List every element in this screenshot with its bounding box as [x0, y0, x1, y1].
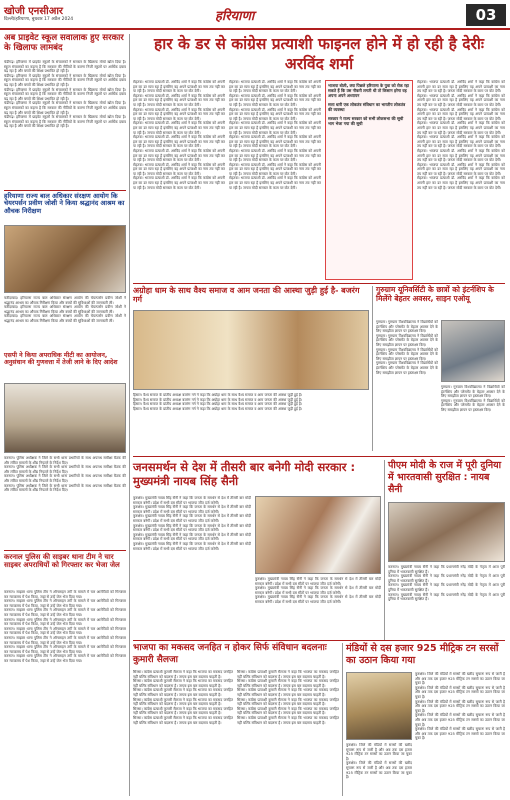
s2-headline: हरियाणा राज्य बाल अधिकार संरक्षण आयोग कि चेयरपर्सन प्रवीण जोशी ने किया श्रद्धानंद आश्रम का औचक निरीक्षण [4, 192, 125, 215]
s2-photo [4, 225, 126, 293]
lead-box-1: भाजपा बोली, क्या पिछले हरियाणा के युवा को रोक रहा सकते हैं कि उस नौकरी लगती थी तो किसान हरेगा वह अपना अपने अध्यापन [328, 83, 409, 98]
divider [133, 283, 505, 284]
s1-body: चंडीगढ़। हरियाणा में प्राइवेट स्कूलों के संचालकों ने सरकार के खिलाफ मोर्चा खोल दिया है। स्कूल संचालकों का कहना है कि सरकार की नीतियों के कारण निजी स्कूलों पर आर्थिक दबाव बढ़ रहा है और बच्चों की शिक्षा प्रभावित हो रही है। चंडीगढ़। हरियाणा में प्राइवेट स्कूलों के संचालकों ने सरकार के खिलाफ मोर्चा खोल दिया है। स्कूल संचालकों का कहना है कि सरकार की नीतियों के कारण निजी स्कूलों पर आर्थिक दबाव बढ़ रहा है और बच्चों की शिक्षा प्रभावित हो रही है। चंडीगढ़। हरियाणा में प्राइवेट स्कूलों के संचालकों ने सरकार के खिलाफ मोर्चा खोल दिया है। स्कूल संचालकों का कहना है कि सरकार की नीतियों के कारण निजी स्कूलों पर आर्थिक दबाव बढ़ रहा है और बच्चों की शिक्षा प्रभावित हो रही है। चंडीगढ़। हरियाणा में प्राइवेट स्कूलों के संचालकों ने सरकार के खिलाफ मोर्चा खोल दिया है। स्कूल संचालकों का कहना है कि सरकार की नीतियों के कारण निजी स्कूलों पर आर्थिक दबाव बढ़ रहा है और बच्चों की शिक्षा प्रभावित हो रही है। चंडीगढ़। हरियाणा में प्राइवेट स्कूलों के संचालकों ने सरकार के खिलाफ मोर्चा खोल दिया है। स्कूल संचालकों का कहना है कि सरकार की नीतियों के कारण निजी स्कूलों पर आर्थिक दबाव बढ़ रहा है और बच्चों की शिक्षा प्रभावित हो रही है। [4, 60, 126, 129]
s5-body: हिसार। वैश्य समाज के प्रांतीय अध्यक्ष बजरंग गर्ग ने कहा कि अग्रोहा धाम के साथ वैश्य समाज व आम जनता की आस्था जुड़ी हुई है। हिसार। वैश्य समाज के प्रांतीय अध्यक्ष बजरंग गर्ग ने कहा कि अग्रोहा धाम के साथ वैश्य समाज व आम जनता की आस्था जुड़ी हुई है। हिसार। वैश्य समाज के प्रांतीय अध्यक्ष बजरंग गर्ग ने कहा कि अग्रोहा धाम के साथ वैश्य समाज व आम जनता की आस्था जुड़ी हुई है। हिसार। वैश्य समाज के प्रांतीय अध्यक्ष बजरंग गर्ग ने कहा कि अग्रोहा धाम के साथ वैश्य समाज व आम जनता की आस्था जुड़ी हुई है। [133, 393, 303, 411]
lead-highlight-box [325, 80, 413, 280]
s9-body-col1: सिरसा। कांग्रेस प्रत्याशी कुमारी सैलजा ने कहा कि भाजपा का मकसद जनहित नहीं बल्कि संविधान को बदलना है। जनता इस बार बदलाव चाहती है। सिरसा। कांग्रेस प्रत्याशी कुमारी सैलजा ने कहा कि भाजपा का मकसद जनहित नहीं बल्कि संविधान को बदलना है। जनता इस बार बदलाव चाहती है। सिरसा। कांग्रेस प्रत्याशी कुमारी सैलजा ने कहा कि भाजपा का मकसद जनहित नहीं बल्कि संविधान को बदलना है। जनता इस बार बदलाव चाहती है। सिरसा। कांग्रेस प्रत्याशी कुमारी सैलजा ने कहा कि भाजपा का मकसद जनहित नहीं बल्कि संविधान को बदलना है। जनता इस बार बदलाव चाहती है। सिरसा। कांग्रेस प्रत्याशी कुमारी सैलजा ने कहा कि भाजपा का मकसद जनहित नहीं बल्कि संविधान को बदलना है। जनता इस बार बदलाव चाहती है। सिरसा। कांग्रेस प्रत्याशी कुमारी सैलजा ने कहा कि भाजपा का मकसद जनहित नहीं बल्कि संविधान को बदलना है। जनता इस बार बदलाव चाहती है। [133, 670, 233, 725]
lead-box-2: सत्ता धारी एक लोकतंत्र संविधान का भारतीय लोकतंत्र की व्यवस्था [328, 102, 406, 112]
s3-body: करनाल। पुलिस अधीक्षक ने जिले के सभी थाना प्रभारियों के साथ अपराध समीक्षा बैठक की और लंबित मामलों के शीघ्र निपटारे के निर्देश दिए। करनाल। पुलिस अधीक्षक ने जिले के सभी थाना प्रभारियों के साथ अपराध समीक्षा बैठक की और लंबित मामलों के शीघ्र निपटारे के निर्देश दिए। करनाल। पुलिस अधीक्षक ने जिले के सभी थाना प्रभारियों के साथ अपराध समीक्षा बैठक की और लंबित मामलों के शीघ्र निपटारे के निर्देश दिए। करनाल। पुलिस अधीक्षक ने जिले के सभी थाना प्रभारियों के साथ अपराध समीक्षा बैठक की और लंबित मामलों के शीघ्र निपटारे के निर्देश दिए। [4, 456, 126, 493]
s4-body: करनाल। साइबर थाना पुलिस टीम ने ऑनलाइन ठगी के मामले में चार आरोपियों को गिरफ्तार कर न्यायालय में पेश किया, जहां से उन्हें जेल भेज दिया गया। करनाल। साइबर थाना पुलिस टीम ने ऑनलाइन ठगी के मामले में चार आरोपियों को गिरफ्तार कर न्यायालय में पेश किया, जहां से उन्हें जेल भेज दिया गया। करनाल। साइबर थाना पुलिस टीम ने ऑनलाइन ठगी के मामले में चार आरोपियों को गिरफ्तार कर न्यायालय में पेश किया, जहां से उन्हें जेल भेज दिया गया। करनाल। साइबर थाना पुलिस टीम ने ऑनलाइन ठगी के मामले में चार आरोपियों को गिरफ्तार कर न्यायालय में पेश किया, जहां से उन्हें जेल भेज दिया गया। करनाल। साइबर थाना पुलिस टीम ने ऑनलाइन ठगी के मामले में चार आरोपियों को गिरफ्तार कर न्यायालय में पेश किया, जहां से उन्हें जेल भेज दिया गया। करनाल। साइबर थाना पुलिस टीम ने ऑनलाइन ठगी के मामले में चार आरोपियों को गिरफ्तार कर न्यायालय में पेश किया, जहां से उन्हें जेल भेज दिया गया। करनाल। साइबर थाना पुलिस टीम ने ऑनलाइन ठगी के मामले में चार आरोपियों को गिरफ्तार कर न्यायालय में पेश किया, जहां से उन्हें जेल भेज दिया गया। करनाल। साइबर थाना पुलिस टीम ने ऑनलाइन ठगी के मामले में चार आरोपियों को गिरफ्तार कर न्यायालय में पेश किया, जहां से उन्हें जेल भेज दिया गया। [4, 590, 126, 663]
s6-headline: गुरुग्राम यूनिवर्सिटी के छात्रों को इंटर्नशिप के मिलेंगे बेहतर अवसर, साइन एओयू [376, 285, 494, 303]
s6-body-2: गुरुग्राम। गुरुग्राम विश्वविद्यालय ने विद्यार्थियों को इंटर्नशिप और प्लेसमेंट के बेहतर अवसर देने के लिए समझौता ज्ञापन पर हस्ताक्षर किए। गुरुग्राम। गुरुग्राम विश्वविद्यालय ने विद्यार्थियों को इंटर्नशिप और प्लेसमेंट के बेहतर अवसर देने के लिए समझौता ज्ञापन पर हस्ताक्षर किए। [441, 385, 505, 412]
s2-body: फरीदाबाद। हरियाणा राज्य बाल अधिकार संरक्षण आयोग की चेयरपर्सन प्रवीण जोशी ने श्रद्धानंद आश्रम का औचक निरीक्षण किया और बच्चों की सुविधाओं की जानकारी ली। फरीदाबाद। हरियाणा राज्य बाल अधिकार संरक्षण आयोग की चेयरपर्सन प्रवीण जोशी ने श्रद्धानंद आश्रम का औचक निरीक्षण किया और बच्चों की सुविधाओं की जानकारी ली। फरीदाबाद। हरियाणा राज्य बाल अधिकार संरक्षण आयोग की चेयरपर्सन प्रवीण जोशी ने श्रद्धानंद आश्रम का औचक निरीक्षण किया और बच्चों की सुविधाओं की जानकारी ली। [4, 296, 126, 323]
s7-headline: जनसमर्थन से देश में तीसरी बार बनेगी मोदी सरकार : मुख्यमंत्री नायब सिंह सैनी [133, 460, 356, 488]
lead-headline: हार के डर से कांग्रेस प्रत्याशी फाइनल होने में हो रही है देरीः अरविंद शर्मा [154, 35, 484, 73]
column-divider [129, 34, 130, 796]
masthead [0, 0, 510, 30]
divider [4, 190, 126, 191]
lead-body-col4: रोहतक। भाजपा प्रत्याशी डॉ. अरविंद शर्मा ने कहा कि कांग्रेस को अपनी हार का डर सता रहा है इसलिए वह अपने प्रत्याशी का नाम तय नहीं कर पा रही है। जनता मोदी सरकार के काम पर वोट देगी। रोहतक। भाजपा प्रत्याशी डॉ. अरविंद शर्मा ने कहा कि कांग्रेस को अपनी हार का डर सता रहा है इसलिए वह अपने प्रत्याशी का नाम तय नहीं कर पा रही है। जनता मोदी सरकार के काम पर वोट देगी। रोहतक। भाजपा प्रत्याशी डॉ. अरविंद शर्मा ने कहा कि कांग्रेस को अपनी हार का डर सता रहा है इसलिए वह अपने प्रत्याशी का नाम तय नहीं कर पा रही है। जनता मोदी सरकार के काम पर वोट देगी। रोहतक। भाजपा प्रत्याशी डॉ. अरविंद शर्मा ने कहा कि कांग्रेस को अपनी हार का डर सता रहा है इसलिए वह अपने प्रत्याशी का नाम तय नहीं कर पा रही है। जनता मोदी सरकार के काम पर वोट देगी। रोहतक। भाजपा प्रत्याशी डॉ. अरविंद शर्मा ने कहा कि कांग्रेस को अपनी हार का डर सता रहा है इसलिए वह अपने प्रत्याशी का नाम तय नहीं कर पा रही है। जनता मोदी सरकार के काम पर वोट देगी। रोहतक। भाजपा प्रत्याशी डॉ. अरविंद शर्मा ने कहा कि कांग्रेस को अपनी हार का डर सता रहा है इसलिए वह अपने प्रत्याशी का नाम तय नहीं कर पा रही है। जनता मोदी सरकार के काम पर वोट देगी। रोहतक। भाजपा प्रत्याशी डॉ. अरविंद शर्मा ने कहा कि कांग्रेस को अपनी हार का डर सता रहा है इसलिए वह अपने प्रत्याशी का नाम तय नहीं कर पा रही है। जनता मोदी सरकार के काम पर वोट देगी। रोहतक। भाजपा प्रत्याशी डॉ. अरविंद शर्मा ने कहा कि कांग्रेस को अपनी हार का डर सता रहा है इसलिए वह अपने प्रत्याशी का नाम तय नहीं कर पा रही है। जनता मोदी सरकार के काम पर वोट देगी। [417, 80, 505, 190]
s7-photo [255, 496, 381, 574]
s8-body: करनाल। मुख्यमंत्री नायब सैनी ने कहा कि प्रधानमंत्री नरेंद्र मोदी के नेतृत्व में आज पूरी दुनिया में भारतवासी सुरक्षित हैं। करनाल। मुख्यमंत्री नायब सैनी ने कहा कि प्रधानमंत्री नरेंद्र मोदी के नेतृत्व में आज पूरी दुनिया में भारतवासी सुरक्षित हैं। करनाल। मुख्यमंत्री नायब सैनी ने कहा कि प्रधानमंत्री नरेंद्र मोदी के नेतृत्व में आज पूरी दुनिया में भारतवासी सुरक्षित हैं। करनाल। मुख्यमंत्री नायब सैनी ने कहा कि प्रधानमंत्री नरेंद्र मोदी के नेतृत्व में आज पूरी दुनिया में भारतवासी सुरक्षित हैं। [388, 565, 505, 602]
s9-headline: भाजपा का मकसद जनहित न होकर सिर्फ संविधान बदलनाः कुमारी सैलजा [133, 643, 327, 665]
s9-body-col2: सिरसा। कांग्रेस प्रत्याशी कुमारी सैलजा ने कहा कि भाजपा का मकसद जनहित नहीं बल्कि संविधान को बदलना है। जनता इस बार बदलाव चाहती है। सिरसा। कांग्रेस प्रत्याशी कुमारी सैलजा ने कहा कि भाजपा का मकसद जनहित नहीं बल्कि संविधान को बदलना है। जनता इस बार बदलाव चाहती है। सिरसा। कांग्रेस प्रत्याशी कुमारी सैलजा ने कहा कि भाजपा का मकसद जनहित नहीं बल्कि संविधान को बदलना है। जनता इस बार बदलाव चाहती है। सिरसा। कांग्रेस प्रत्याशी कुमारी सैलजा ने कहा कि भाजपा का मकसद जनहित नहीं बल्कि संविधान को बदलना है। जनता इस बार बदलाव चाहती है। सिरसा। कांग्रेस प्रत्याशी कुमारी सैलजा ने कहा कि भाजपा का मकसद जनहित नहीं बल्कि संविधान को बदलना है। जनता इस बार बदलाव चाहती है। सिरसा। कांग्रेस प्रत्याशी कुमारी सैलजा ने कहा कि भाजपा का मकसद जनहित नहीं बल्कि संविधान को बदलना है। जनता इस बार बदलाव चाहती है। [237, 670, 339, 725]
s10-body-2: कुरुक्षेत्र। जिले की मंडियों में सरसों की खरीद सुचारू रूप से जारी है और अब तक दस हजार 925 मीट्रिक टन सरसों का उठान किया जा चुका है। कुरुक्षेत्र। जिले की मंडियों में सरसों की खरीद सुचारू रूप से जारी है और अब तक दस हजार 925 मीट्रिक टन सरसों का उठान किया जा चुका है। कुरुक्षेत्र। जिले की मंडियों में सरसों की खरीद सुचारू रूप से जारी है और अब तक दस हजार 925 मीट्रिक टन सरसों का उठान किया जा चुका है। कुरुक्षेत्र। जिले की मंडियों में सरसों की खरीद सुचारू रूप से जारी है और अब तक दस हजार 925 मीट्रिक टन सरसों का उठान किया जा चुका है। कुरुक्षेत्र। जिले की मंडियों में सरसों की खरीद सुचारू रूप से जारी है और अब तक दस हजार 925 मीट्रिक टन सरसों का उठान किया जा चुका है। [415, 672, 505, 741]
s1-headline: अब प्राइवेट स्कूल सवालाक हुए सरकार के खिलाफ लामबंद [4, 33, 124, 53]
s3-photo [4, 383, 126, 453]
column-divider [342, 643, 343, 796]
divider [4, 550, 126, 551]
s6-photo [441, 320, 505, 382]
s3-headline: एसपी ने किया अपराधिक मीटी का आयोजन, अनुसंधान की गुणवत्ता में तेजी लाने के दिए आदेश [4, 352, 118, 367]
s8-photo [388, 502, 505, 562]
s6-body: गुरुग्राम। गुरुग्राम विश्वविद्यालय ने विद्यार्थियों को इंटर्नशिप और प्लेसमेंट के बेहतर अवसर देने के लिए समझौता ज्ञापन पर हस्ताक्षर किए। गुरुग्राम। गुरुग्राम विश्वविद्यालय ने विद्यार्थियों को इंटर्नशिप और प्लेसमेंट के बेहतर अवसर देने के लिए समझौता ज्ञापन पर हस्ताक्षर किए। गुरुग्राम। गुरुग्राम विश्वविद्यालय ने विद्यार्थियों को इंटर्नशिप और प्लेसमेंट के बेहतर अवसर देने के लिए समझौता ज्ञापन पर हस्ताक्षर किए। गुरुग्राम। गुरुग्राम विश्वविद्यालय ने विद्यार्थियों को इंटर्नशिप और प्लेसमेंट के बेहतर अवसर देने के लिए समझौता ज्ञापन पर हस्ताक्षर किए। [376, 320, 438, 375]
column-divider [372, 286, 373, 451]
s4-headline: करनाल पुलिस की साइबर थाना टीम ने चार साइबर अपराधियों को गिरफ्तार कर भेजा जेल [4, 553, 120, 570]
s7-body: कुरुक्षेत्र। मुख्यमंत्री नायब सिंह सैनी ने कहा कि जनता के समर्थन से देश में तीसरी बार मोदी सरकार बनेगी। प्रदेश में सभी दस सीटों पर भाजपा जीत दर्ज करेगी। कुरुक्षेत्र। मुख्यमंत्री नायब सिंह सैनी ने कहा कि जनता के समर्थन से देश में तीसरी बार मोदी सरकार बनेगी। प्रदेश में सभी दस सीटों पर भाजपा जीत दर्ज करेगी। कुरुक्षेत्र। मुख्यमंत्री नायब सिंह सैनी ने कहा कि जनता के समर्थन से देश में तीसरी बार मोदी सरकार बनेगी। प्रदेश में सभी दस सीटों पर भाजपा जीत दर्ज करेगी। कुरुक्षेत्र। मुख्यमंत्री नायब सिंह सैनी ने कहा कि जनता के समर्थन से देश में तीसरी बार मोदी सरकार बनेगी। प्रदेश में सभी दस सीटों पर भाजपा जीत दर्ज करेगी। कुरुक्षेत्र। मुख्यमंत्री नायब सिंह सैनी ने कहा कि जनता के समर्थन से देश में तीसरी बार मोदी सरकार बनेगी। प्रदेश में सभी दस सीटों पर भाजपा जीत दर्ज करेगी। कुरुक्षेत्र। मुख्यमंत्री नायब सिंह सैनी ने कहा कि जनता के समर्थन से देश में तीसरी बार मोदी सरकार बनेगी। प्रदेश में सभी दस सीटों पर भाजपा जीत दर्ज करेगी। [133, 496, 251, 551]
s5-headline: अग्रोहा धाम के साथ वैश्य समाज व आम जनता की आस्था जुड़ी हुई है- बजरंग गर्ग [133, 286, 360, 305]
s8-headline: पीएम मोदी के राज में पूरी दुनिया में भारतवासी सुरक्षित : नायब सैनी [388, 460, 502, 495]
page-number: 03 [466, 4, 506, 26]
lead-body-col2: रोहतक। भाजपा प्रत्याशी डॉ. अरविंद शर्मा ने कहा कि कांग्रेस को अपनी हार का डर सता रहा है इसलिए वह अपने प्रत्याशी का नाम तय नहीं कर पा रही है। जनता मोदी सरकार के काम पर वोट देगी। रोहतक। भाजपा प्रत्याशी डॉ. अरविंद शर्मा ने कहा कि कांग्रेस को अपनी हार का डर सता रहा है इसलिए वह अपने प्रत्याशी का नाम तय नहीं कर पा रही है। जनता मोदी सरकार के काम पर वोट देगी। रोहतक। भाजपा प्रत्याशी डॉ. अरविंद शर्मा ने कहा कि कांग्रेस को अपनी हार का डर सता रहा है इसलिए वह अपने प्रत्याशी का नाम तय नहीं कर पा रही है। जनता मोदी सरकार के काम पर वोट देगी। रोहतक। भाजपा प्रत्याशी डॉ. अरविंद शर्मा ने कहा कि कांग्रेस को अपनी हार का डर सता रहा है इसलिए वह अपने प्रत्याशी का नाम तय नहीं कर पा रही है। जनता मोदी सरकार के काम पर वोट देगी। रोहतक। भाजपा प्रत्याशी डॉ. अरविंद शर्मा ने कहा कि कांग्रेस को अपनी हार का डर सता रहा है इसलिए वह अपने प्रत्याशी का नाम तय नहीं कर पा रही है। जनता मोदी सरकार के काम पर वोट देगी। रोहतक। भाजपा प्रत्याशी डॉ. अरविंद शर्मा ने कहा कि कांग्रेस को अपनी हार का डर सता रहा है इसलिए वह अपने प्रत्याशी का नाम तय नहीं कर पा रही है। जनता मोदी सरकार के काम पर वोट देगी। रोहतक। भाजपा प्रत्याशी डॉ. अरविंद शर्मा ने कहा कि कांग्रेस को अपनी हार का डर सता रहा है इसलिए वह अपने प्रत्याशी का नाम तय नहीं कर पा रही है। जनता मोदी सरकार के काम पर वोट देगी। रोहतक। भाजपा प्रत्याशी डॉ. अरविंद शर्मा ने कहा कि कांग्रेस को अपनी हार का डर सता रहा है इसलिए वह अपने प्रत्याशी का नाम तय नहीं कर पा रही है। जनता मोदी सरकार के काम पर वोट देगी। [229, 80, 321, 190]
divider [133, 640, 505, 641]
s7-body-2: कुरुक्षेत्र। मुख्यमंत्री नायब सिंह सैनी ने कहा कि जनता के समर्थन से देश में तीसरी बार मोदी सरकार बनेगी। प्रदेश में सभी दस सीटों पर भाजपा जीत दर्ज करेगी। कुरुक्षेत्र। मुख्यमंत्री नायब सिंह सैनी ने कहा कि जनता के समर्थन से देश में तीसरी बार मोदी सरकार बनेगी। प्रदेश में सभी दस सीटों पर भाजपा जीत दर्ज करेगी। कुरुक्षेत्र। मुख्यमंत्री नायब सिंह सैनी ने कहा कि जनता के समर्थन से देश में तीसरी बार मोदी सरकार बनेगी। प्रदेश में सभी दस सीटों पर भाजपा जीत दर्ज करेगी। [255, 577, 381, 604]
section-title: हरियाणा [215, 9, 255, 24]
s10-photo [346, 672, 412, 740]
divider [133, 456, 505, 457]
masthead-date: दिल्ली/हरियाणा, बुधवार 17 अप्रैल 2024 [4, 17, 74, 22]
s10-headline: मंडियों से दस हजार 925 मीट्रिक टन सरसों का उठान किया गया [346, 643, 499, 666]
lead-body-col1: रोहतक। भाजपा प्रत्याशी डॉ. अरविंद शर्मा ने कहा कि कांग्रेस को अपनी हार का डर सता रहा है इसलिए वह अपने प्रत्याशी का नाम तय नहीं कर पा रही है। जनता मोदी सरकार के काम पर वोट देगी। रोहतक। भाजपा प्रत्याशी डॉ. अरविंद शर्मा ने कहा कि कांग्रेस को अपनी हार का डर सता रहा है इसलिए वह अपने प्रत्याशी का नाम तय नहीं कर पा रही है। जनता मोदी सरकार के काम पर वोट देगी। रोहतक। भाजपा प्रत्याशी डॉ. अरविंद शर्मा ने कहा कि कांग्रेस को अपनी हार का डर सता रहा है इसलिए वह अपने प्रत्याशी का नाम तय नहीं कर पा रही है। जनता मोदी सरकार के काम पर वोट देगी। रोहतक। भाजपा प्रत्याशी डॉ. अरविंद शर्मा ने कहा कि कांग्रेस को अपनी हार का डर सता रहा है इसलिए वह अपने प्रत्याशी का नाम तय नहीं कर पा रही है। जनता मोदी सरकार के काम पर वोट देगी। रोहतक। भाजपा प्रत्याशी डॉ. अरविंद शर्मा ने कहा कि कांग्रेस को अपनी हार का डर सता रहा है इसलिए वह अपने प्रत्याशी का नाम तय नहीं कर पा रही है। जनता मोदी सरकार के काम पर वोट देगी। रोहतक। भाजपा प्रत्याशी डॉ. अरविंद शर्मा ने कहा कि कांग्रेस को अपनी हार का डर सता रहा है इसलिए वह अपने प्रत्याशी का नाम तय नहीं कर पा रही है। जनता मोदी सरकार के काम पर वोट देगी। रोहतक। भाजपा प्रत्याशी डॉ. अरविंद शर्मा ने कहा कि कांग्रेस को अपनी हार का डर सता रहा है इसलिए वह अपने प्रत्याशी का नाम तय नहीं कर पा रही है। जनता मोदी सरकार के काम पर वोट देगी। रोहतक। भाजपा प्रत्याशी डॉ. अरविंद शर्मा ने कहा कि कांग्रेस को अपनी हार का डर सता रहा है इसलिए वह अपने प्रत्याशी का नाम तय नहीं कर पा रही है। जनता मोदी सरकार के काम पर वोट देगी। [133, 80, 225, 190]
lead-box-3: सरकार ने राज्य सरकार को सभी लोकसभा की सूची भाग भेजा गया की सूची [328, 116, 404, 126]
s10-body: कुरुक्षेत्र। जिले की मंडियों में सरसों की खरीद सुचारू रूप से जारी है और अब तक दस हजार 925 मीट्रिक टन सरसों का उठान किया जा चुका है। कुरुक्षेत्र। जिले की मंडियों में सरसों की खरीद सुचारू रूप से जारी है और अब तक दस हजार 925 मीट्रिक टन सरसों का उठान किया जा चुका है। [346, 743, 412, 780]
s5-photo [133, 310, 369, 390]
brand-name: खोजी एनसीआर [4, 6, 64, 17]
column-divider [384, 460, 385, 640]
